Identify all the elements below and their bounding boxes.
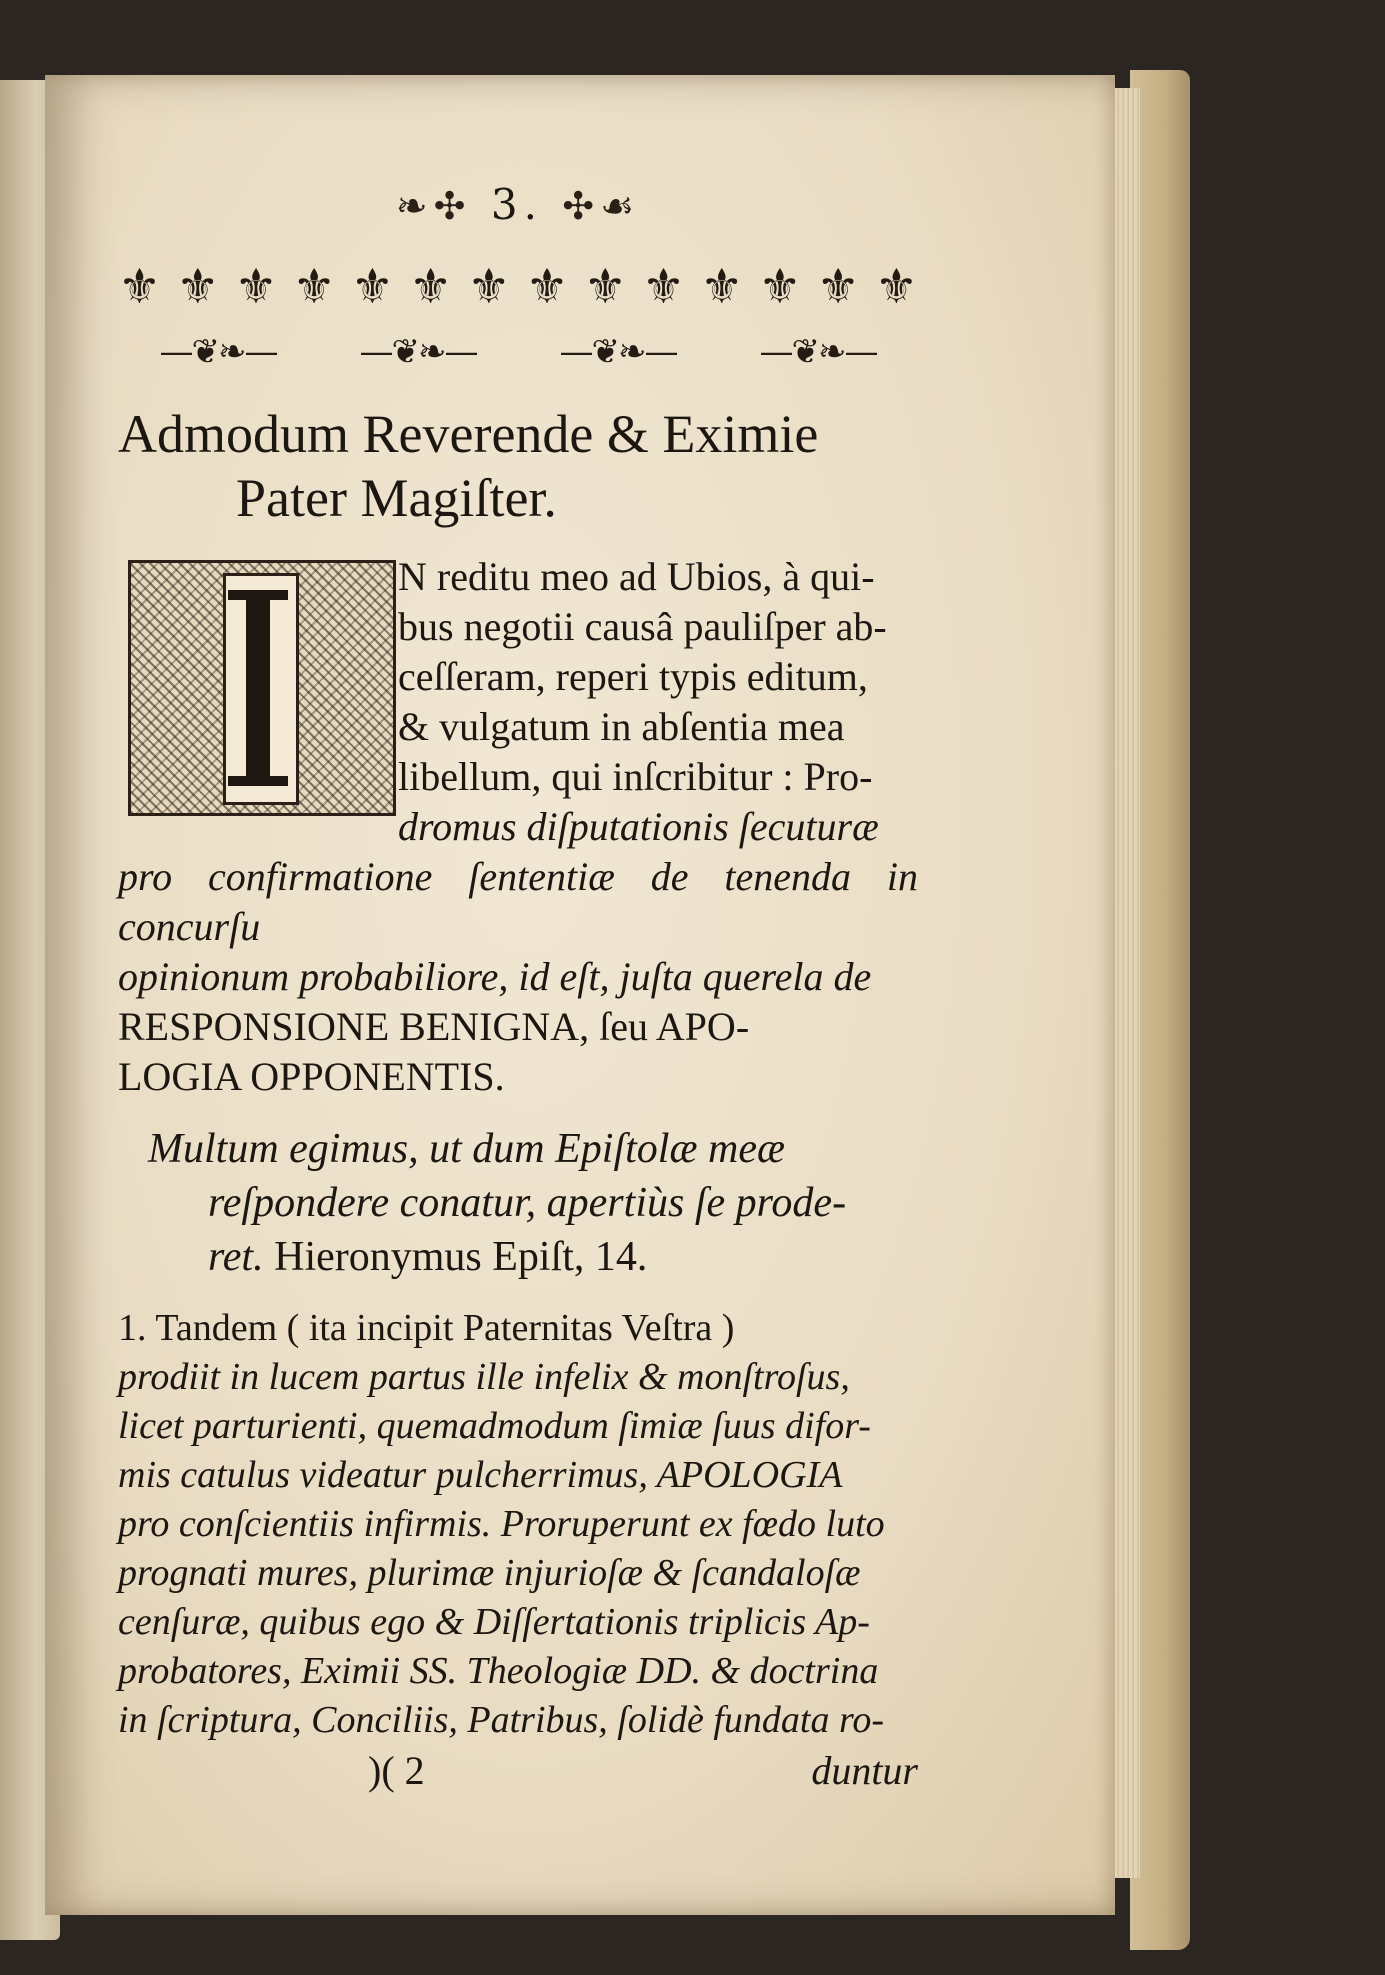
salutation-line: Admodum Reverende & Eximie (118, 404, 819, 464)
text-line: in ſcriptura, Conciliis, Patribus, ſolidè fundata ro- (118, 1699, 884, 1741)
opening-paragraph (118, 552, 918, 852)
text-line: licet parturienti, quemadmodum ſimiæ ſuus difor- (118, 1405, 871, 1447)
decorated-initial (128, 560, 396, 816)
scroll-ornament-icon: —❦❧— (759, 332, 877, 372)
text-line: RESPONSIONE BENIGNA, ſeu APO- (118, 1004, 750, 1049)
text-line: bus negotii causâ pauliſper ab- (398, 604, 887, 649)
paragraph-1 (118, 1304, 918, 1745)
text-line: mis catulus videatur pulcherrimus, APOLOGIA (118, 1454, 843, 1496)
text-line: & vulgatum in abſentia mea (398, 704, 845, 749)
quote-line: Multum egimus, ut dum Epiſtolæ meæ (148, 1126, 785, 1172)
fleur-de-lis-border (118, 246, 918, 328)
text-line: pro conſcientiis infirmis. Proruperunt ex fœdo luto (118, 1503, 885, 1545)
page-header (118, 180, 918, 240)
text-line: opinionum probabiliore, id eſt, juſta querela de (118, 954, 872, 999)
page-footer (118, 1747, 918, 1794)
scroll-ornament-icon: —❦❧— (159, 332, 277, 372)
text-line: N reditu meo ad Ubios, à qui- (398, 554, 875, 599)
text-line: libellum, qui inſcribitur : Pro- (398, 754, 873, 799)
salutation-heading (118, 402, 918, 530)
text-line: cenſuræ, quibus ego & Diſſertationis triplicis Ap- (118, 1601, 870, 1643)
quote-line: reſpondere conatur, apertiùs ſe prode- (208, 1180, 847, 1226)
fleur-de-lis-icon: ⚜ (758, 259, 802, 315)
signature-mark: )( 2 (368, 1748, 425, 1793)
salutation-line: Pater Magiſter. (236, 468, 557, 528)
fleur-de-lis-icon: ⚜ (467, 259, 511, 315)
fleur-de-lis-icon: ⚜ (700, 259, 744, 315)
page-number: 3. (490, 180, 543, 229)
text-line: pro confirmatione ſententiæ de tenenda in concurſu (118, 854, 918, 949)
scroll-ornament-icon: —❦❧— (359, 332, 477, 372)
fleuron-ornament-icon: ✣☙ (562, 184, 641, 228)
catchword: duntur (811, 1748, 918, 1793)
fleur-de-lis-icon: ⚜ (176, 259, 220, 315)
fleur-de-lis-icon: ⚜ (350, 259, 394, 315)
opening-paragraph-continued (118, 852, 918, 1102)
drop-cap-text (398, 552, 918, 852)
fleur-de-lis-icon: ⚜ (409, 259, 453, 315)
fleur-de-lis-icon: ⚜ (118, 259, 162, 315)
text-line: ceſſeram, reperi typis editum, (398, 654, 868, 699)
fleur-de-lis-icon: ⚜ (641, 259, 685, 315)
fleur-de-lis-icon: ⚜ (816, 259, 860, 315)
scroll-ornament-border (118, 328, 918, 376)
quote-source: Hieronymus Epiſt, 14. (274, 1234, 648, 1280)
text-line: prodiit in lucem partus ille infelix & monſtroſus, (118, 1356, 850, 1398)
fleur-de-lis-icon: ⚜ (292, 259, 336, 315)
fleuron-ornament-icon: ❧✣ (395, 184, 472, 228)
text-line: prognati mures, plurimæ injurioſæ & ſcandaloſæ (118, 1552, 861, 1594)
fleur-de-lis-icon: ⚜ (525, 259, 569, 315)
fleur-de-lis-icon: ⚜ (583, 259, 627, 315)
page-content (118, 180, 918, 1794)
epigraph-quote (118, 1122, 918, 1284)
text-line: LOGIA OPPONENTIS. (118, 1054, 505, 1099)
text-line: dromus diſputationis ſecuturæ (398, 804, 879, 849)
fleur-de-lis-icon: ⚜ (874, 259, 918, 315)
text-line: 1. Tandem ( ita incipit Paternitas Veſtra ) (118, 1307, 735, 1349)
quote-line: ret. (208, 1234, 264, 1280)
text-line: probatores, Eximii SS. Theologiæ DD. & doctrina (118, 1650, 879, 1692)
scroll-ornament-icon: —❦❧— (559, 332, 677, 372)
decorated-initial-letter (223, 573, 299, 805)
fleur-de-lis-icon: ⚜ (234, 259, 278, 315)
